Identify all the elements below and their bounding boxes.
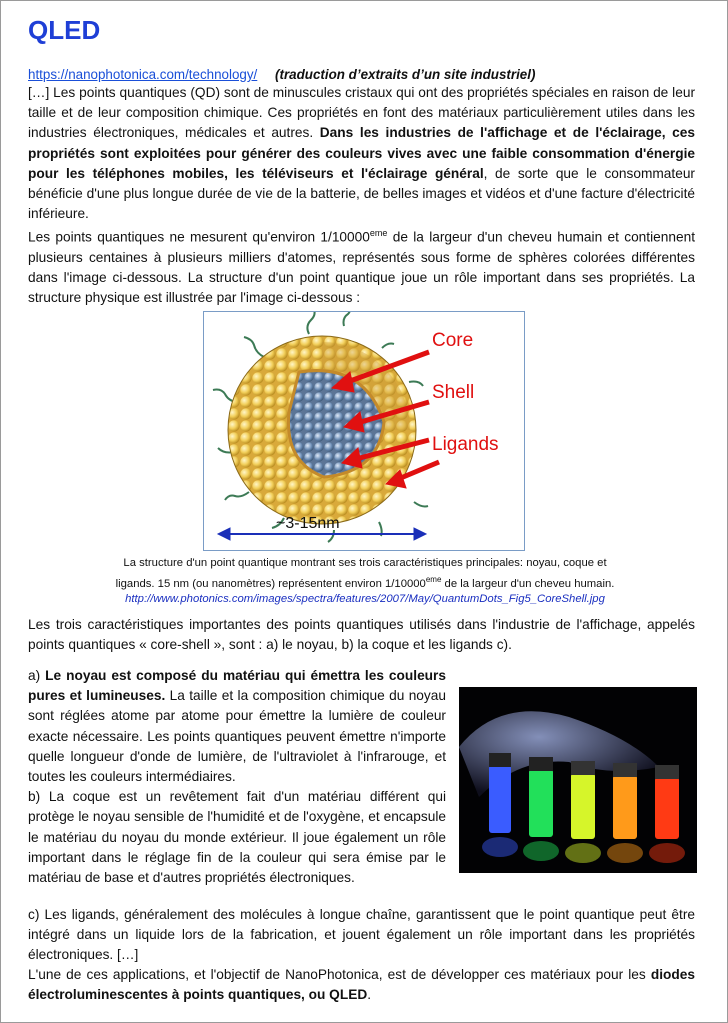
quantum-dot-diagram: [204, 312, 524, 550]
intro-text-a: […] Les points quantiques (QD) sont de minuscules cristaux qui ont des propriétés spéciales en raison de leur taille et de leur composition chimique. Ces propriétés en font des matériaux particulièrement utiles dans les industries électroniques, médicales et autres.: [28, 85, 695, 141]
section-a: [28, 666, 446, 787]
final-paragraph: [28, 965, 695, 1005]
size-text-a: Les points quantiques ne mesurent qu'environ 1/10000: [28, 229, 370, 245]
vials-photo: [459, 687, 697, 873]
final-text-b: .: [367, 987, 372, 1003]
page-title: QLED: [28, 15, 101, 45]
quantum-dot-figure: [203, 311, 525, 551]
final-bold-text: diodes électroluminescentes à points quantiques, ou QLED: [28, 967, 695, 1003]
caption-line-2: [61, 572, 669, 592]
vial-yellow: [571, 773, 595, 839]
characteristics-paragraph: Les trois caractéristiques importantes des points quantiques utilisés dans l'industrie de l'affichage, appelés points quantiques « core-shell », sont : a) le noyau, b) la coque et les ligands c).: [28, 617, 695, 653]
size-text-b: de la largeur d'un cheveu humain et contiennent plusieurs centaines à plusieurs milliers d'atomes, représentés sous forme de sphères colorées différentes dans l'image ci-dessous. La structure d'un point quantique joue un rôle important dans ses propriétés. La structure physique est illustrée par l'image ci-dessous :: [28, 229, 696, 306]
source-link[interactable]: https://nanophotonica.com/technology/: [28, 67, 258, 82]
caption-line-2a: ligands. 15 nm (ou nanomètres) représentent environ 1/10000: [115, 577, 426, 590]
section-a-prefix: a): [28, 668, 46, 683]
figure-caption: [61, 556, 669, 607]
vial-blue: [489, 765, 511, 833]
vial-red: [655, 777, 679, 839]
section-a-bold: Le noyau est composé du matériau qui émettra les couleurs pures et lumineuses.: [28, 668, 446, 704]
ligands-paragraph: c) Les ligands, généralement des molécules à longue chaîne, garantissent que le point quantique peut être intégré dans un liquide lors de la fabrication, et jouent également un rôle important dans les propriétés électroniques. […]: [28, 907, 695, 963]
sections-column: [28, 666, 446, 888]
glowing-vials-image: [459, 687, 697, 873]
core-label: Core: [432, 330, 474, 351]
section-a-text: La taille et la composition chimique du noyau sont réglées atome par atome pour émettre la lumière de couleur exacte nécessaire. Les points quantiques peuvent émettre n'importe quelle longueur d'onde de lumière, de l'ultraviolet à l'infrarouge, et toutes les couleurs intermédiaires.: [28, 688, 446, 785]
vial-orange: [613, 775, 637, 839]
intro-text-b: , de sorte que le consommateur bénéficie d'une plus longue durée de vie de la batterie, de belles images et vidéos et d'une facture d'électricité inférieure.: [28, 165, 695, 222]
vial-green: [529, 769, 553, 837]
intro-paragraph: [28, 83, 695, 224]
final-text-a: L'une de ces applications, et l'objectif de NanoPhotonica, est de développer ces matériaux pour les: [28, 967, 651, 982]
shell-label: Shell: [432, 382, 475, 403]
size-label: ~3-15nm: [276, 515, 340, 532]
caption-url[interactable]: http://www.photonics.com/images/spectra/features/2007/May/QuantumDots_Fig5_CoreShell.jpg: [125, 592, 605, 605]
size-paragraph: [28, 223, 695, 308]
size-superscript: eme: [369, 228, 388, 238]
ligands-label: Ligands: [432, 434, 499, 455]
intro-bold-text: Dans les industries de l'affichage et de l'éclairage, ces propriétés sont exploitées pour générer des couleurs vives avec une faible consommation d'énergie pour les téléphones mobiles, les téléviseurs et l'éclairage général: [28, 125, 695, 181]
source-line: [28, 67, 535, 82]
caption-line-2b: de la largeur d'un cheveu humain.: [441, 577, 615, 590]
caption-line-1: La structure d'un point quantique montrant ses trois caractéristiques principales: noyau, coque et: [123, 557, 607, 569]
section-b: b) La coque est un revêtement fait d'un matériau différent qui protège le noyau sensible de l'humidité et de l'oxygène, et encapsule le matériau du noyau du monde extérieur. Il joue également un rôle important dans le réglage fin de la couleur qui sera émise par le matériau de base et d'autres propriétés électroniques.: [28, 789, 446, 886]
caption-superscript: eme: [425, 574, 442, 584]
source-note: (traduction d’extraits d’un site industriel): [275, 67, 536, 82]
